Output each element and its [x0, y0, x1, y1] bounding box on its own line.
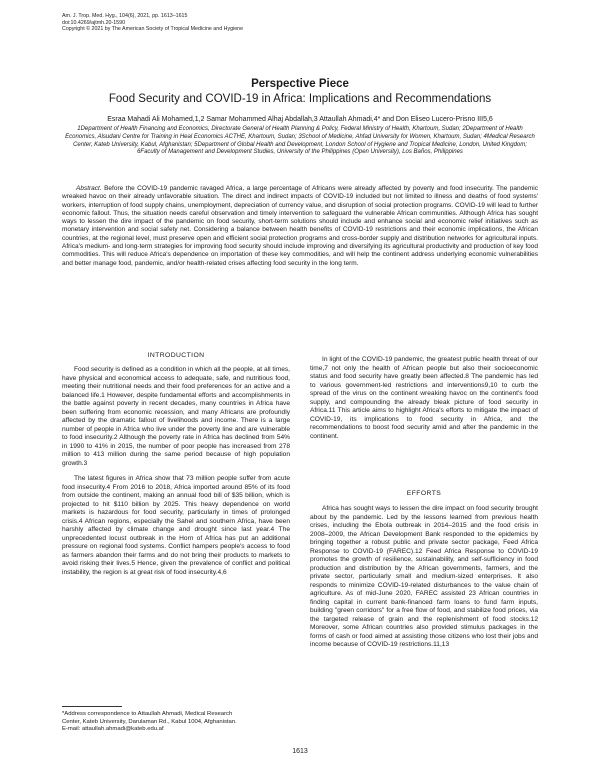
journal-citation: [62, 13, 243, 33]
introduction-heading: INTRODUCTION: [147, 352, 205, 359]
author-list: Esraa Mahadi Ali Mohamed,1,2 Samar Mohammed Alhaj Abdallah,3 Attaullah Ahmadi,4* and Don Eliseo Lucero-Prisno III5,6: [107, 116, 493, 123]
article-type: Perspective Piece: [251, 78, 349, 90]
article-title: Food Security and COVID-19 in Africa: Implications and Recommendations: [108, 93, 492, 105]
journal-copyright-line: Copyright © 2021 by The American Society of Tropical Medicine and Hygiene: [62, 26, 244, 33]
footnote-line-2: Center, Kateb University, Darulaman Rd., Kabul 1004, Afghanistan.: [62, 718, 237, 725]
abstract: [62, 185, 538, 268]
left-column: [62, 366, 290, 577]
journal-doi-line: doi:10.4269/ajtmh.20-1590: [62, 19, 126, 26]
footnote-rule: [62, 706, 122, 707]
page-number: 1613: [292, 748, 308, 755]
footnote-email: E-mail: attaullah.ahmadi@kateb.edu.af: [62, 726, 164, 733]
abstract-lead: Abstract.: [76, 185, 102, 192]
intro-paragraph-3: In light of the COVID-19 pandemic, the greatest public health threat of our time,7 not only the health of African people but also their socioeconomic status and food security have greatly been affected.8 The pandemic has led to various government-led restrictions and interventions9,10 to curb the spread of the virus on the continent wreaking havoc on the continent's food supply, and compounding the already bleak picture of food security in Africa.11 This article aims to highlight Africa's efforts to mitigate the impact of COVID-19, its implications to food security in Africa, and the recommendations to boost food security amid and after the pandemic in the continent.: [310, 356, 538, 440]
right-column-top: [310, 356, 538, 441]
abstract-text: Before the COVID-19 pandemic ravaged Africa, a large percentage of Africans were already affected by poverty and food insecurity. The pandemic wreaked havoc on their already unfavorable situation. The direct and indirect impacts of COVID-19 included but not limited to illness and deaths of food systems' workers, interruption of food supply chains, unemployment, depreciation of currency value, and disruption of social protection programs. COVID-19 will lead to further economic fallout. Thus, the situation needs careful observation and timely intervention to safeguard the vulnerable African communities. Although Africa has sought ways to lessen the dire impact of the pandemic on food security, short-term solutions should include and enhance social and economic relief initiatives such as monetary intervention and social safety net. Considering a balance between health benefits of COVID-19 restrictions and their economic implications, the African countries, at the regional level, must preserve open and efficient social protection programs and cross-border supply and distribution networks for agricultural inputs. Africa's medium- and long-term strategies for improving food security should include improving and diversifying its agricultural productivity and production of key food commodities. This will reduce Africa's dependence on importation of these key commodities, and will help the continent address underlying economic vulnerabilities and better manage food, pandemic, and/or health-related crises affecting food security in the long term.: [62, 185, 538, 267]
right-column-bottom: [310, 505, 538, 650]
intro-paragraph-1: Food security is defined as a condition in which all the people, at all times, have physical and economical access to adequate, safe, and nutritious food, meeting their nutritional needs and their food preferences for an active and a balanced life.1 However, despite fundamental efforts and accomplishments in the battle against poverty in recent decades, many countries in Africa have been suffering from economic recession, and many Africans are profoundly affected by the dramatic fallout of livelihoods and income. There is a large number of people in Africa who live under the poverty line and are vulnerable to food insecurity.2 Although the poverty rate in Africa has declined from 54% in 1990 to 41% in 2015, the number of poor people has increased from 278 million to 413 million during the same period because of high population growth.3: [62, 366, 290, 467]
journal-citation-line: Am. J. Trop. Med. Hyg., 104(6), 2021, pp. 1613–1615: [62, 13, 188, 19]
footnote-line-1: *Address correspondence to Attaullah Ahmadi, Medical Research: [62, 711, 233, 717]
efforts-heading: EFFORTS: [406, 490, 442, 497]
correspondence-footnote: [62, 711, 290, 734]
affiliations: 1Department of Health Financing and Economics, Directorate General of Health Planning & Policy, Federal Ministry of Health, Khartoum, Sudan; 2Department of Health Economics, Alsudani Centre for Training in Heal Economics ACTHE, Khartoum, Sudan; 3School of Medicine, Ahfad University for Women, Khartoum, Sudan; 4Medical Research Center, Kateb University, Kabul, Afghanistan; 5Department of Global Health and Development, London School of Hygiene and Tropical Medicine, London, United Kingdom; 6Faculty of Management and Development Studies, University of the Philippines (Open University), Los Baños, Philippines: [65, 126, 535, 156]
intro-paragraph-2: The latest figures in Africa show that 73 million people suffer from acute food insecurity.4 From 2016 to 2018, Africa imported around 85% of its food from outside the continent, making an annual food bill of $35 billion, which is projected to hit $110 billion by 2025. This heavy dependence on world markets is hazardous for food security, particularly in times of prolonged crisis.4 African regions, especially the Sahel and southern Africa, have been harshly affected by climate change and drought since last year.4 The unprecedented locust outbreak in the Horn of Africa has put an additional pressure on regional food systems. Conflict hampers people's access to food as farmers abandon their farms and do not bring their products to markets to avoid risking their lives.5 Hence, given the prevalence of conflict and political instability, the region is at great risk of food insecurity.4,6: [62, 475, 290, 576]
efforts-paragraph-1: Africa has sought ways to lessen the dire impact on food security brought about by the pandemic. Led by the lessons learned from previous health crises, including the Ebola outbreak in 2014–2015 and the food crisis in 2008–2009, the African Development Bank responded to the epidemics by bringing together a robust public and private sector package, Feed Africa Response to COVID-19 (FAREC).12 Feed Africa Response to COVID-19 promotes the growth of resilience, sustainability, and self-sufficiency in food production and distribution by the African governments, farmers, and the private sector, particularly small and medium-sized enterprises. It also responds to minimize COVID-19-related disturbances to the value chain of agriculture. As of mid-June 2020, FAREC assisted 23 African countries in finding capital in current bank-financed farm loans to fund farm inputs, building "green corridors" for a free flow of food, and stabilize food prices, via the targeted release of grain and the replenishment of food stocks.12 Moreover, some African countries also provided stimulus packages in the forms of cash or food aimed at assisting those citizens who lost their jobs and income because of COVID-19 restrictions.11,13: [310, 505, 538, 648]
